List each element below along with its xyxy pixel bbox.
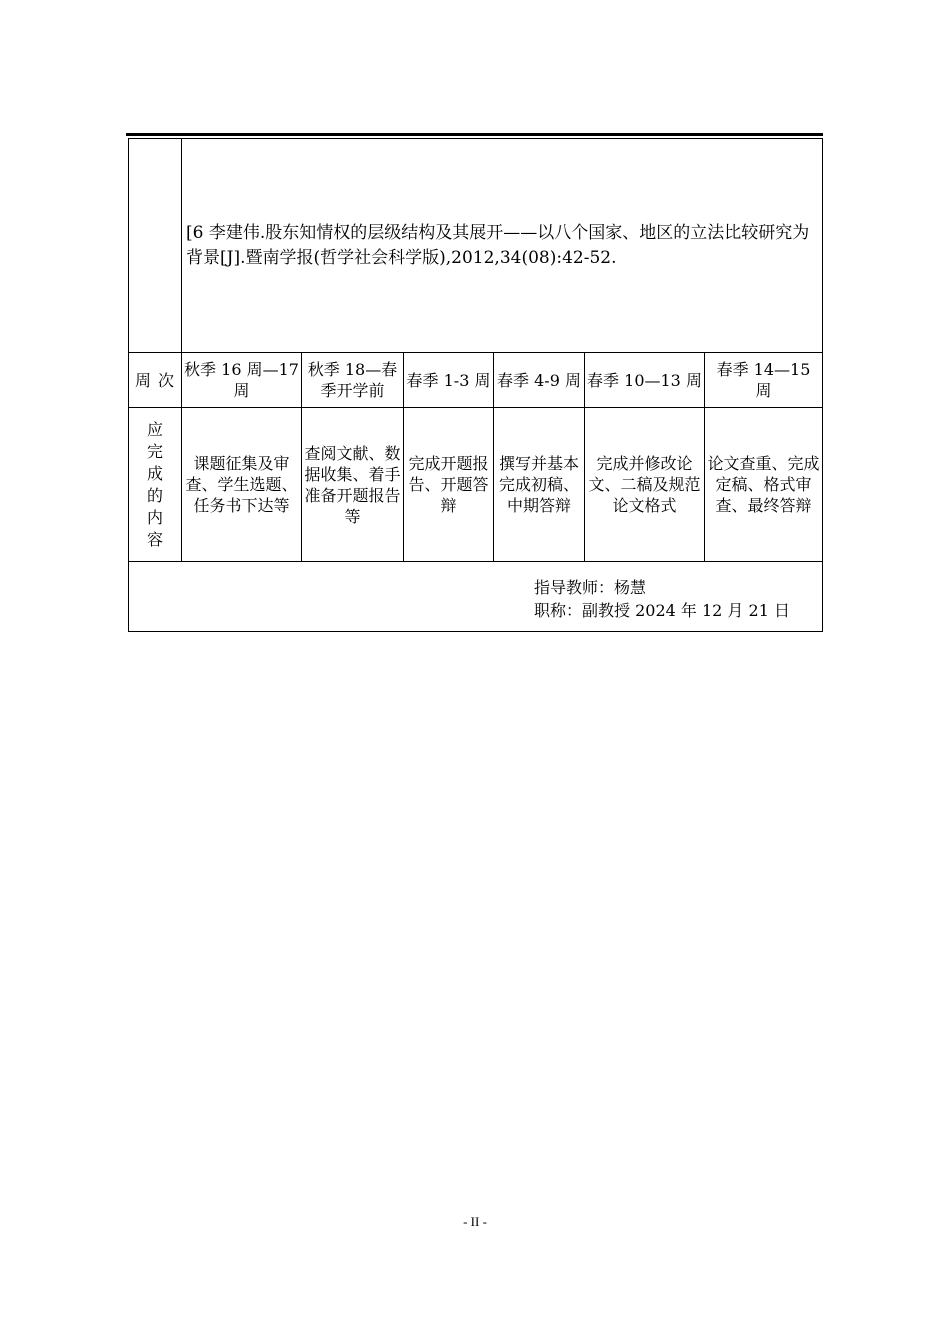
task-cell: 完成开题报告、开题答辩 xyxy=(404,408,494,562)
task-cell: 完成并修改论文、二稿及规范论文格式 xyxy=(585,408,705,562)
tasks-row xyxy=(129,408,823,562)
content-label: 应完成的内容 xyxy=(146,419,163,549)
task-cell: 查阅文献、数据收集、着手准备开题报告等 xyxy=(302,408,404,562)
schedule-table xyxy=(128,138,823,632)
task-cell: 论文查重、完成定稿、格式审查、最终答辩 xyxy=(705,408,823,562)
week-cell: 秋季 18—春季开学前 xyxy=(302,353,404,408)
week-cell: 春季 10—13 周 xyxy=(585,353,705,408)
advisor-title-date: 职称：副教授 2024 年 12 月 21 日 xyxy=(534,601,790,620)
page-number: - II - xyxy=(463,1214,487,1229)
content-label-cell xyxy=(129,408,182,562)
week-label: 周 次 xyxy=(129,353,182,408)
week-cell: 春季 14—15 周 xyxy=(705,353,823,408)
weeks-row xyxy=(129,353,823,408)
week-cell: 春季 1-3 周 xyxy=(404,353,494,408)
week-cell: 春季 4-9 周 xyxy=(494,353,585,408)
task-cell: 撰写并基本完成初稿、中期答辩 xyxy=(494,408,585,562)
references-row xyxy=(129,139,823,353)
signature-block xyxy=(534,576,790,622)
table-top-rule xyxy=(126,133,823,136)
task-cell: 课题征集及审查、学生选题、任务书下达等 xyxy=(182,408,302,562)
reference-entry: [6 李建伟.股东知情权的层级结构及其展开——以八个国家、地区的立法比较研究为背景[J].暨南学报(哲学社会科学版),2012,34(08):42-52. xyxy=(182,139,823,353)
references-label-cell xyxy=(129,139,182,353)
advisor-name: 指导教师：杨慧 xyxy=(534,578,647,597)
week-cell: 秋季 16 周—17 周 xyxy=(182,353,302,408)
